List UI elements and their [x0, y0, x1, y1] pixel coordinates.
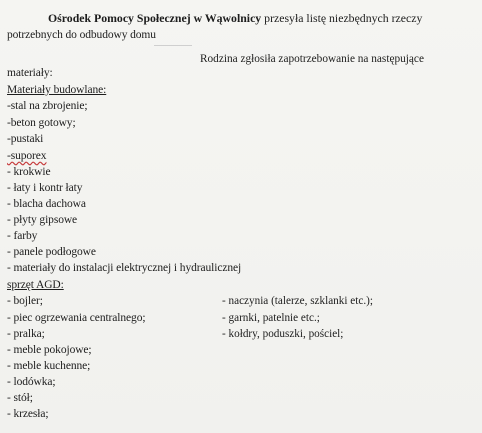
building-material-item: - płyty gipsowe — [7, 214, 78, 226]
agd-left-item: - piec ogrzewania centralnego; — [7, 312, 146, 324]
title-bold: Ośrodek Pomocy Społecznej w Wąwolnicy — [48, 11, 262, 25]
materials-intro: materiały: — [7, 67, 53, 79]
separator-line — [154, 45, 192, 46]
agd-right-item: - kołdry, poduszki, pościel; — [222, 328, 344, 340]
building-material-item: - krokwie — [7, 166, 51, 178]
building-material-item: -stal na zbrojenie; — [7, 100, 88, 112]
building-material-item: - farby — [7, 230, 38, 242]
title-continuation: potrzebnych do odbudowy domu — [7, 29, 156, 41]
request-note: Rodzina zgłosiła zapotrzebowanie na następujące — [200, 53, 424, 65]
building-material-item: - panele podłogowe — [7, 246, 96, 258]
building-materials-heading: Materiały budowlane: — [7, 84, 107, 96]
agd-left-item: - stół; — [7, 392, 33, 404]
agd-left-item: - meble pokojowe; — [7, 344, 92, 356]
agd-left-item: - bojler; — [7, 295, 43, 307]
title-rest: przesyła listę niezbędnych rzeczy — [261, 11, 423, 25]
building-material-item: -suporex — [7, 150, 47, 162]
building-material-item: - łaty i kontr łaty — [7, 182, 83, 194]
building-material-item: - materiały do instalacji elektrycznej i hydraulicznej — [7, 262, 242, 274]
building-material-item: -pustaki — [7, 133, 44, 145]
agd-left-item: - meble kuchenne; — [7, 360, 91, 372]
agd-heading: sprzęt AGD: — [7, 279, 64, 291]
building-material-item: -beton gotowy; — [7, 117, 76, 129]
agd-left-item: - krzesła; — [7, 408, 49, 420]
agd-left-item: - lodówka; — [7, 376, 56, 388]
agd-right-item: - garnki, patelnie etc.; — [222, 312, 320, 324]
agd-left-item: - pralka; — [7, 328, 45, 340]
agd-right-item: - naczynia (talerze, szklanki etc.); — [222, 295, 373, 307]
building-material-item: - blacha dachowa — [7, 198, 86, 210]
document-title — [48, 12, 422, 25]
